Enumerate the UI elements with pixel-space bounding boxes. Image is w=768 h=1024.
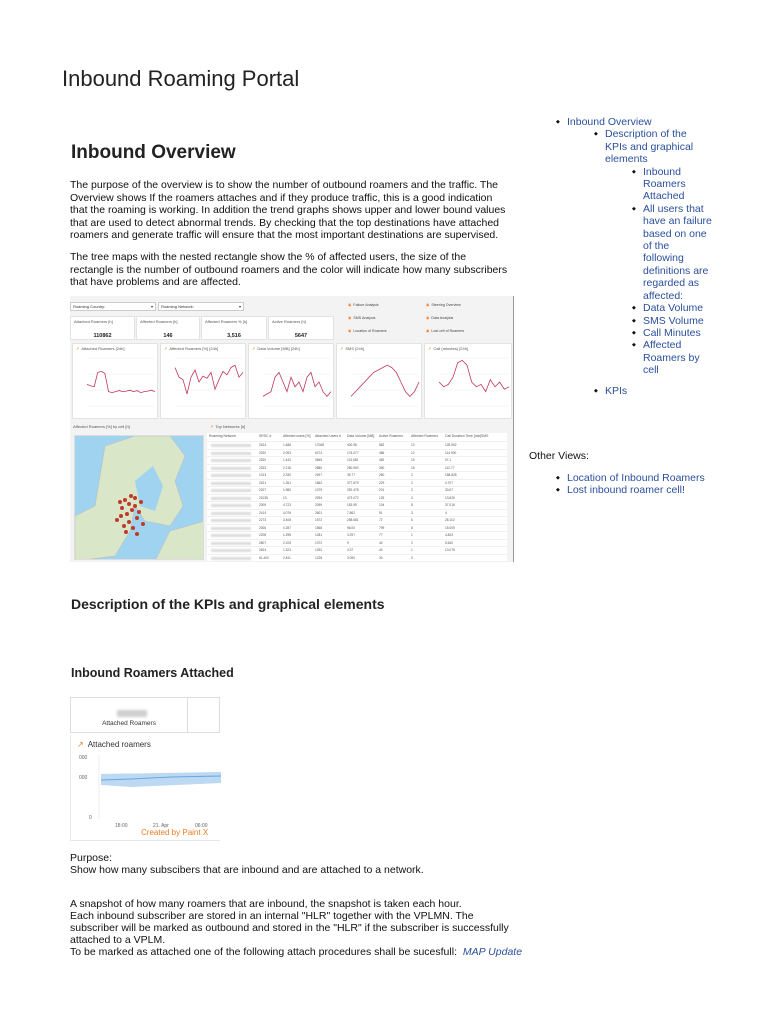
table-cell: 3.297 bbox=[347, 533, 355, 537]
table-cell: 2020 bbox=[259, 450, 267, 455]
trend-line bbox=[351, 365, 419, 396]
table-cell: 2497 bbox=[315, 473, 323, 477]
table-cell: 6274 bbox=[315, 450, 323, 455]
blurred-network-name bbox=[211, 534, 251, 537]
dashboard-screenshot bbox=[70, 296, 514, 562]
y-tick: 000 bbox=[79, 755, 88, 761]
kpi-active-roamers bbox=[268, 316, 334, 340]
table-cell: 1079 bbox=[315, 488, 323, 492]
table-of-contents bbox=[520, 116, 720, 397]
blurred-network-name bbox=[211, 459, 251, 462]
map-marker bbox=[124, 530, 128, 534]
table-cell: 72 bbox=[379, 518, 383, 522]
table-cell: 8 bbox=[411, 503, 413, 507]
map-marker bbox=[122, 524, 126, 528]
map-marker bbox=[120, 506, 124, 510]
attached-roamers-chart bbox=[70, 735, 220, 841]
table-cell: 8 bbox=[411, 525, 413, 530]
table-cell: 112.77 bbox=[445, 465, 455, 470]
nav-data-analysis[interactable]: ▣ Data Analysis bbox=[426, 316, 453, 324]
table-cell: 2807 bbox=[259, 540, 267, 545]
table-cell: 1568 bbox=[315, 525, 323, 530]
table-cell: 250.900 bbox=[347, 465, 359, 470]
chart-sms bbox=[336, 343, 422, 419]
chart-title: Affected Roamers [%] [24h] bbox=[169, 346, 219, 351]
table-cell: 40 bbox=[379, 548, 383, 552]
table-cell: 26.110 bbox=[445, 518, 455, 522]
toc-data-volume[interactable]: Data Volume bbox=[643, 302, 704, 315]
table-cell: 19 bbox=[411, 458, 415, 462]
table-cell: 4.076 bbox=[283, 510, 291, 515]
map-marker bbox=[123, 498, 127, 502]
trend-line bbox=[87, 371, 155, 392]
blurred-network-name bbox=[211, 549, 251, 552]
table-header-cell: SRSC # bbox=[259, 434, 272, 438]
table-cell: 1.261 bbox=[283, 480, 291, 485]
table-cell: 1372 bbox=[315, 540, 323, 545]
chart-title: Call (minutes) [24h] bbox=[433, 346, 469, 351]
x-tick: 21. Apr bbox=[153, 823, 169, 829]
table-cell: 252.478 bbox=[347, 488, 359, 492]
blurred-network-name bbox=[211, 504, 251, 507]
blurred-network-name bbox=[211, 489, 251, 492]
map-marker bbox=[130, 508, 134, 512]
table-cell: 13 bbox=[411, 443, 415, 447]
tile-neighbor bbox=[188, 697, 220, 733]
blurred-network-name bbox=[211, 519, 251, 522]
table-cell: 37.016 bbox=[445, 503, 455, 507]
watermark: Created by Paint X bbox=[141, 828, 209, 837]
x-tick: 06:00 bbox=[195, 823, 208, 829]
kpi-attached-roamers bbox=[70, 316, 135, 340]
table-cell: 1313 bbox=[259, 473, 267, 477]
table-row bbox=[207, 471, 507, 478]
kpi-affected-roamers bbox=[136, 316, 200, 340]
map-marker bbox=[131, 526, 135, 530]
table-cell: 2421 bbox=[259, 480, 267, 485]
toc-affected-roamers-by-cell[interactable]: Affected Roamers by cell bbox=[643, 339, 700, 377]
chart-data-volume bbox=[248, 343, 334, 419]
table-cell: 2.105 bbox=[283, 540, 291, 545]
kpi-value: 110862 bbox=[93, 333, 112, 339]
table-cell: 2.118 bbox=[283, 465, 291, 470]
attached-roamers-widget bbox=[70, 697, 220, 842]
table-cell: 3845 bbox=[315, 458, 323, 462]
export-icon: ↗ bbox=[210, 424, 214, 429]
table-cell: 7,862 bbox=[347, 510, 355, 515]
table-cell: 2273 bbox=[259, 518, 267, 522]
table-cell: 4 bbox=[445, 510, 447, 515]
kpi-heading: Description of the KPIs and graphical elements bbox=[71, 596, 385, 612]
table-cell: 882 bbox=[379, 443, 385, 447]
blurred-network-name bbox=[211, 482, 251, 485]
y-tick: 000 bbox=[79, 775, 88, 781]
chevron-down-icon: ▾ bbox=[150, 304, 153, 309]
export-icon: ↗ bbox=[340, 346, 344, 351]
roaming-country-select[interactable] bbox=[70, 302, 156, 311]
trend-line bbox=[175, 365, 243, 394]
table-cell: 40 bbox=[379, 540, 383, 545]
toc-call-minutes[interactable]: Call Minutes bbox=[643, 326, 701, 339]
table-cell: 17068 bbox=[315, 443, 324, 447]
map-marker bbox=[133, 504, 137, 508]
chart-title: Attached Roamers [24h] bbox=[81, 346, 125, 351]
table-row bbox=[207, 501, 507, 508]
top-networks-table bbox=[207, 433, 507, 561]
kpi-value: 146 bbox=[163, 333, 173, 339]
kpi-title: Affected Roamers [h] bbox=[140, 319, 178, 324]
table-cell: 260 bbox=[379, 473, 385, 477]
table-cell: 2.330 bbox=[283, 473, 291, 477]
table-cell: 390 bbox=[379, 465, 385, 470]
table-cell: 1.442 bbox=[283, 458, 291, 462]
table-cell: 2 bbox=[411, 473, 413, 477]
table-row bbox=[207, 449, 507, 456]
table-header-cell: Affected Roamers bbox=[411, 434, 439, 438]
table-cell: 2.811 bbox=[283, 555, 291, 560]
table-cell: 3 bbox=[411, 555, 413, 560]
blurred-network-name bbox=[211, 452, 251, 455]
table-cell: 2323 bbox=[259, 465, 267, 470]
table-cell: 153.99 bbox=[347, 503, 357, 507]
table-cell: 61.400 bbox=[259, 555, 269, 560]
table-header-cell: Attached Users # bbox=[315, 434, 342, 438]
snapshot-line-2: Each inbound subscriber are stored in an internal "HLR" together with the VPLMN. The subscriber will be marked as outbound and stored in the "HLR" if the subscriber is successfully attached to a VPLM. bbox=[70, 910, 509, 946]
map-marker bbox=[127, 520, 131, 524]
blurred-network-name bbox=[211, 497, 251, 500]
chart-title-text: Attached roamers bbox=[87, 740, 151, 749]
table-header-cell: Call Duration Time [min] bbox=[445, 434, 482, 438]
table-cell: 4.823 bbox=[445, 533, 453, 537]
intro-paragraph-2: The tree maps with the nested rectangle show the % of affected users, the size of the rectangle is the number of outbound roamers and the color will indicate how many subscribers that have problems and are affected. bbox=[70, 251, 508, 289]
table-cell: 3 bbox=[411, 510, 413, 515]
table-cell: 258.681 bbox=[347, 518, 359, 522]
table-cell: 97.1 bbox=[445, 458, 452, 462]
table-cell: 799 bbox=[379, 525, 385, 530]
toc-description[interactable]: Description of the KPIs and graphical elements bbox=[605, 128, 694, 166]
table-cell: 114.900 bbox=[445, 450, 457, 455]
table-cell: 13.826 bbox=[445, 495, 455, 500]
table-cell: 2009 bbox=[259, 503, 267, 507]
table-cell: 2424 bbox=[259, 443, 267, 447]
table-cell: 2006 bbox=[259, 525, 267, 530]
export-icon: ↗ bbox=[428, 346, 432, 351]
chart-affected-roamers-percent bbox=[160, 343, 246, 419]
table-row bbox=[207, 539, 507, 546]
table-cell: 4.707 bbox=[445, 480, 453, 485]
table-cell: 3 bbox=[411, 495, 413, 500]
table-cell: 3.408 bbox=[283, 518, 291, 522]
trend-line bbox=[439, 360, 509, 391]
section-title: Inbound Overview bbox=[71, 142, 236, 163]
table-cell: 104 bbox=[379, 503, 385, 507]
table-cell: 113.682 bbox=[347, 458, 359, 462]
table-row bbox=[207, 546, 507, 553]
table-row bbox=[207, 456, 507, 463]
table-row bbox=[207, 531, 507, 538]
table-row bbox=[207, 494, 507, 501]
table-cell: 91 bbox=[379, 510, 383, 515]
table-cell: 2934 bbox=[315, 495, 323, 500]
snapshot-line-1: A snapshot of how many roamers that are inbound, the snapshot is taken each hour. bbox=[70, 898, 462, 910]
table-cell: 1228 bbox=[315, 555, 323, 560]
table-row bbox=[207, 509, 507, 516]
export-icon: ↗ bbox=[77, 740, 84, 749]
table-cell: 400.98 bbox=[347, 443, 357, 447]
table-cell: 1.298 bbox=[283, 533, 291, 537]
table-cell: 2207 bbox=[259, 488, 267, 492]
roaming-network-select[interactable] bbox=[158, 302, 244, 311]
trend-line bbox=[263, 372, 331, 396]
table-cell: 30 bbox=[379, 555, 383, 560]
map-marker bbox=[135, 532, 139, 536]
table-header bbox=[207, 433, 507, 440]
purpose-label: Purpose: bbox=[70, 852, 113, 864]
table-cell: 158.828 bbox=[445, 473, 457, 477]
y-tick: 0 bbox=[89, 815, 92, 821]
chart-title: SMS [24h] bbox=[345, 346, 365, 351]
table-cell: 2208 bbox=[259, 533, 267, 537]
table-cell: 13.078 bbox=[445, 548, 455, 552]
table-row bbox=[207, 464, 507, 471]
blurred-network-name bbox=[211, 467, 251, 470]
toc-inbound-roamers-attached[interactable]: Inbound Roamers Attached bbox=[643, 165, 686, 203]
table-row bbox=[207, 441, 507, 448]
table-cell: 2880 bbox=[315, 465, 323, 470]
table-cell: 15.009 bbox=[445, 525, 455, 530]
table-cell: 39.77 bbox=[347, 473, 355, 477]
other-views-list bbox=[567, 472, 707, 497]
table-cell: 2624 bbox=[259, 548, 267, 552]
table-row bbox=[207, 554, 507, 561]
table-cell: 3.37 bbox=[347, 548, 354, 552]
table-cell: 9 bbox=[347, 540, 349, 545]
attach-line bbox=[70, 947, 590, 959]
kpi-title: Affected Roamers % [h] bbox=[205, 319, 248, 324]
table-cell: 175.077 bbox=[347, 450, 359, 455]
nav-failure-analysis[interactable]: ▣ Failure Analysis bbox=[348, 303, 379, 311]
table-cell: 1252 bbox=[315, 548, 323, 552]
blurred-network-name bbox=[211, 444, 251, 447]
tile-label: Attached Roamers bbox=[102, 720, 156, 727]
blurred-network-name bbox=[211, 542, 251, 545]
x-tick: 18:00 bbox=[115, 823, 128, 829]
link-location-of-inbound-roamers[interactable]: Location of Inbound Roamers bbox=[567, 472, 705, 484]
table-cell: 2 bbox=[411, 540, 413, 545]
table-cell: 77 bbox=[379, 533, 383, 537]
nav-sms-analysis[interactable]: ▣ SMS Analysis bbox=[348, 316, 375, 324]
export-icon: ↗ bbox=[252, 346, 256, 351]
map-marker bbox=[139, 500, 143, 504]
toc-inbound-overview[interactable]: Inbound Overview bbox=[567, 116, 652, 128]
table-cell: 1.980 bbox=[283, 488, 291, 492]
table-cell: 2099 bbox=[315, 503, 323, 507]
roaming-country-label: Roaming Country: bbox=[73, 304, 106, 309]
blurred-value bbox=[117, 710, 147, 717]
chart-attached-roamers bbox=[72, 343, 158, 419]
nav-lost-cell-of-roamers[interactable]: ▣ Lost cell of Roamers bbox=[426, 329, 464, 337]
table-cell: 473.072 bbox=[347, 495, 359, 500]
chart-call-minutes bbox=[424, 343, 512, 419]
nav-location-of-roamers[interactable]: ▣ Location of Roamers bbox=[348, 329, 387, 337]
table-cell: 486 bbox=[379, 450, 385, 455]
table-cell: 15 bbox=[411, 465, 415, 470]
attach-text: To be marked as attached one of the following attach procedures shall be sucesfull: bbox=[70, 946, 457, 958]
blurred-network-name bbox=[211, 557, 251, 560]
kpi-value: 3,516 bbox=[227, 333, 241, 339]
table-cell: 125 bbox=[379, 495, 385, 500]
map-svg bbox=[75, 436, 204, 560]
other-views-label: Other Views: bbox=[529, 450, 589, 462]
table-cell: 1.486 bbox=[283, 443, 291, 447]
map-marker bbox=[115, 518, 119, 522]
map-marker bbox=[135, 516, 139, 520]
map-title: Affected Roamers [%] by cell [h] bbox=[73, 424, 130, 429]
map-marker bbox=[125, 512, 129, 516]
table-title-text: Top Networks [h] bbox=[215, 424, 246, 429]
toc-all-users[interactable]: All users that have an failure based on one of the following definitions are regarded as affected: bbox=[643, 202, 712, 302]
table-cell: 5.640 bbox=[445, 540, 453, 545]
intro-paragraph-1: The purpose of the overview is to show the number of outbound roamers and the traffic. The Overview shows If the roamers attaches and if they produce traffic, this is a good indication that the roaming is working. In addition the trend graphs shows upper and lower bound values that are used to detect abnormal trends. By checking that the top destinations have attached roamers and generate traffic will ensure that the most important destinations are supervised. bbox=[70, 179, 506, 242]
table-cell: 201 bbox=[379, 488, 385, 492]
table-cell: 1 bbox=[411, 533, 413, 537]
table-cell: 2.093 bbox=[283, 450, 291, 455]
map-marker bbox=[141, 522, 145, 526]
table-header-cell: Roaming Network bbox=[209, 434, 236, 438]
purpose-text: Show how many subscibers that are inbound and are attached to a network. bbox=[70, 864, 424, 876]
blurred-network-name bbox=[211, 527, 251, 530]
blurred-network-name bbox=[211, 512, 251, 515]
nav-steering-overview[interactable]: ▣ Steering Overview bbox=[426, 303, 461, 311]
table-cell: 13 bbox=[283, 495, 287, 500]
table-cell: 229 bbox=[379, 480, 385, 485]
kpi-value: 5647 bbox=[294, 333, 308, 339]
export-icon: ↗ bbox=[164, 346, 168, 351]
roaming-network-label: Roaming Network: bbox=[161, 304, 194, 309]
map-marker bbox=[118, 500, 122, 504]
table-title bbox=[210, 424, 245, 429]
table-cell: 125.962 bbox=[445, 443, 457, 447]
inbound-roamers-attached-heading: Inbound Roamers Attached bbox=[71, 666, 234, 680]
chevron-down-icon: ▾ bbox=[238, 304, 241, 309]
table-header-cell: SMS bbox=[481, 434, 489, 438]
export-icon: ↗ bbox=[76, 346, 80, 351]
table-row bbox=[207, 486, 507, 493]
table-cell: 1862 bbox=[315, 480, 323, 485]
kpi-title: Active Roamers [h] bbox=[272, 319, 306, 324]
table-cell: 2520 bbox=[259, 458, 267, 462]
table-cell: 6 bbox=[411, 518, 413, 522]
table-cell: 96.00 bbox=[347, 525, 355, 530]
table-cell: 21035 bbox=[259, 495, 268, 500]
map-marker bbox=[119, 514, 123, 518]
kpi-affected-roamers-percent bbox=[201, 316, 267, 340]
table-cell: 1572 bbox=[315, 518, 323, 522]
table-cell: 2414 bbox=[259, 510, 267, 515]
table-row bbox=[207, 479, 507, 486]
blurred-network-name bbox=[211, 474, 251, 477]
table-cell: 1281 bbox=[315, 533, 323, 537]
table-row bbox=[207, 524, 507, 531]
table-cell: 377.879 bbox=[347, 480, 359, 485]
table-cell: 482 bbox=[379, 458, 385, 462]
table-cell: 2 bbox=[411, 488, 413, 492]
toc-sms-volume[interactable]: SMS Volume bbox=[643, 314, 704, 327]
table-header-cell: Affected users [%] bbox=[283, 434, 311, 438]
kpi-title: Attached Roamers [h] bbox=[74, 319, 113, 324]
table-cell: 30.67 bbox=[445, 488, 453, 492]
map-marker bbox=[133, 496, 137, 500]
link-lost-inbound-roamer-cell[interactable]: Lost inbound roamer cell! bbox=[567, 484, 685, 497]
toc-kpis[interactable]: KPIs bbox=[605, 384, 628, 397]
table-cell: 3.090 bbox=[347, 555, 355, 560]
table-cell: 4.723 bbox=[283, 503, 291, 507]
map-update-link[interactable]: MAP Update bbox=[462, 946, 523, 958]
map-marker bbox=[127, 502, 131, 506]
page-title: Inbound Roaming Portal bbox=[62, 66, 300, 91]
map-marker bbox=[137, 510, 141, 514]
table-cell: 2 bbox=[411, 480, 413, 485]
table-row bbox=[207, 516, 507, 523]
table-cell: 0.287 bbox=[283, 525, 291, 530]
affected-roamers-map[interactable] bbox=[74, 435, 204, 560]
table-header-cell: Data Volume [MB] bbox=[347, 434, 375, 438]
attached-roamers-tile bbox=[70, 697, 188, 733]
chart-title: Data Volume [MB] [24h] bbox=[257, 346, 300, 351]
table-cell: 1.323 bbox=[283, 548, 291, 552]
table-header-cell: Active Roamers bbox=[379, 434, 403, 438]
table-cell: 12 bbox=[411, 450, 415, 455]
table-cell: 2601 bbox=[315, 510, 323, 515]
table-cell: 1 bbox=[411, 548, 413, 552]
